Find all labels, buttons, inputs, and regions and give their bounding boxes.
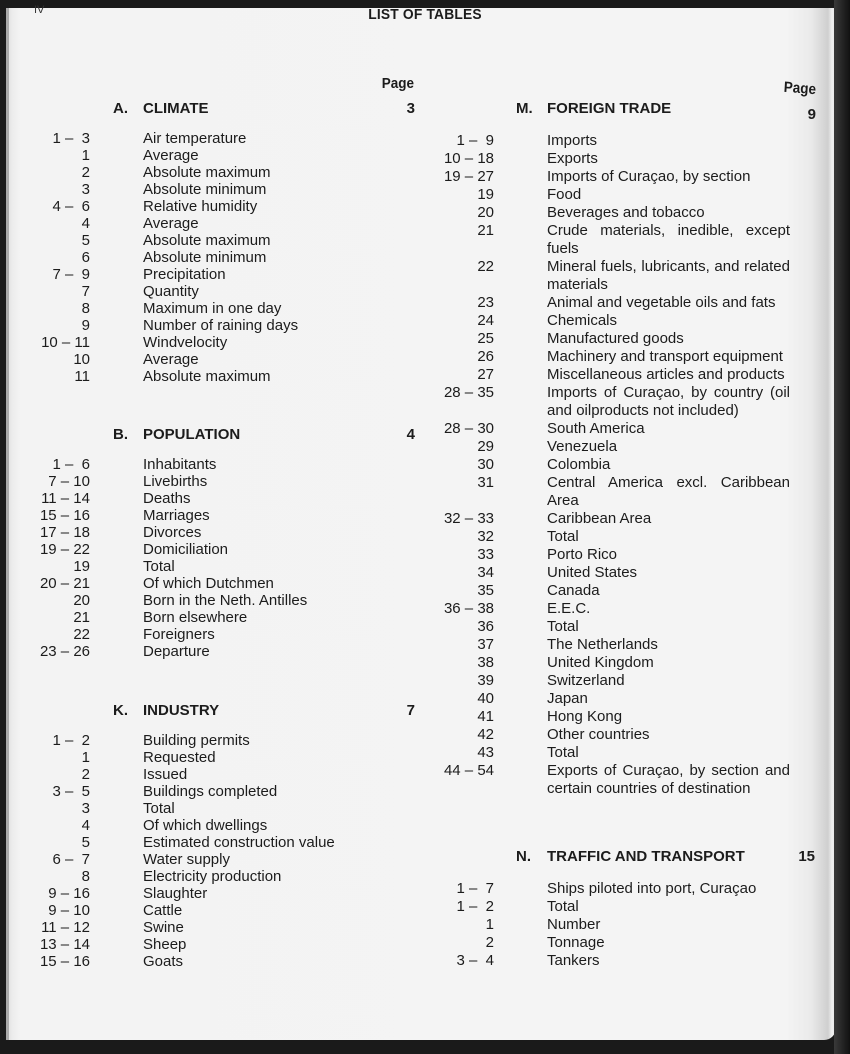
list-item [30, 266, 393, 283]
table-number: 39 [477, 672, 494, 689]
table-number: 13 – 14 [39, 936, 90, 953]
list-item [30, 232, 393, 249]
table-number: 6 [81, 249, 90, 266]
table-number: 19 – 27 [443, 168, 494, 185]
table-description: Absolute maximum [143, 368, 271, 385]
list-item [434, 654, 790, 672]
table-number: 5 [81, 834, 90, 851]
table-description: Average [143, 215, 199, 232]
list-item [434, 132, 790, 150]
list-item [30, 749, 393, 766]
list-item [30, 592, 393, 609]
table-number: 4 [81, 817, 90, 834]
table-description: Foreigners [143, 626, 215, 643]
table-description: South America [547, 420, 645, 437]
table-number: 7 – 9 [52, 266, 90, 283]
list-item [30, 817, 393, 834]
list-item [30, 283, 393, 300]
table-description: Exports [547, 150, 598, 167]
table-number: 27 [477, 366, 494, 383]
table-description: Miscellaneous articles and products [547, 366, 785, 383]
list-item [434, 600, 790, 618]
table-number: 11 – 12 [41, 919, 90, 936]
section-letter: K. [113, 702, 128, 719]
list-item [434, 546, 790, 564]
list-item [434, 204, 790, 222]
table-description: Imports of Curaçao, by section [547, 168, 751, 185]
table-number: 17 – 18 [39, 524, 90, 541]
list-item [30, 783, 393, 800]
table-number: 15 – 16 [39, 507, 90, 524]
table-description: The Netherlands [547, 636, 658, 653]
list-item [434, 348, 790, 366]
table-number: 2 [81, 766, 90, 783]
section-title: INDUSTRY [143, 702, 220, 719]
list-item [30, 541, 393, 558]
table-description: Born in the Neth. Antilles [143, 592, 308, 609]
table-description: Canada [547, 582, 600, 599]
table-number: 10 – 18 [443, 150, 494, 167]
list-item [30, 473, 393, 490]
list-item [434, 384, 790, 420]
list-item [434, 672, 790, 690]
list-item [30, 507, 393, 524]
list-item [434, 636, 790, 654]
list-item [434, 898, 790, 916]
table-number: 6 – 7 [52, 851, 90, 868]
table-description: Central America excl. Caribbean Area [547, 474, 790, 509]
table-number: 8 [81, 868, 90, 885]
table-number: 22 [73, 626, 90, 643]
list-item [30, 130, 393, 147]
list-item [30, 147, 393, 164]
table-number: 44 – 54 [443, 762, 494, 779]
list-item [30, 919, 393, 936]
table-description: Tankers [547, 952, 600, 969]
list-item [30, 868, 393, 885]
list-item [434, 150, 790, 168]
table-description: Divorces [143, 524, 202, 541]
table-number: 11 [74, 368, 90, 385]
table-number: 4 – 6 [52, 198, 90, 215]
section-title: POPULATION [143, 426, 241, 443]
page-edge [6, 8, 9, 1040]
table-number: 1 – 2 [456, 898, 494, 915]
section-page-number: 15 [798, 848, 815, 865]
list-item [434, 168, 790, 186]
section-letter: A. [113, 100, 128, 117]
table-number: 5 [81, 232, 90, 249]
list-item [30, 851, 393, 868]
list-item [434, 312, 790, 330]
section-letter: B. [113, 426, 128, 443]
list-item [30, 317, 393, 334]
table-number: 38 [477, 654, 494, 671]
table-description: Chemicals [547, 312, 618, 329]
list-item [434, 222, 790, 258]
table-number: 15 – 16 [39, 953, 90, 970]
table-description: Caribbean Area [547, 510, 652, 527]
table-description: Average [143, 147, 199, 164]
table-number: 23 – 26 [39, 643, 90, 660]
table-description: Total [547, 528, 579, 545]
table-number: 28 – 30 [443, 420, 494, 437]
list-item [30, 609, 393, 626]
table-description: Marriages [143, 507, 210, 524]
table-number: 34 [477, 564, 494, 581]
table-number: 3 – 5 [52, 783, 90, 800]
table-number: 4 [81, 215, 90, 232]
table-description: Windvelocity [143, 334, 228, 351]
table-description: Air temperature [143, 130, 247, 147]
list-item [30, 766, 393, 783]
table-number: 37 [477, 636, 494, 653]
table-number: 3 [81, 181, 90, 198]
list-item [30, 334, 393, 351]
table-number: 3 – 4 [456, 952, 494, 969]
table-number: 19 [73, 558, 90, 575]
list-item [30, 181, 393, 198]
table-description: Absolute maximum [143, 232, 271, 249]
list-item [434, 438, 790, 456]
table-number: 10 [73, 351, 90, 368]
list-item [434, 186, 790, 204]
list-item [30, 885, 393, 902]
table-description: Absolute maximum [143, 164, 271, 181]
list-item [30, 626, 393, 643]
list-item [434, 258, 790, 294]
table-description: Average [143, 351, 199, 368]
table-description: Porto Rico [547, 546, 618, 563]
table-number: 23 [477, 294, 494, 311]
list-item [30, 300, 393, 317]
table-number: 7 [81, 283, 90, 300]
table-description: Deaths [143, 490, 191, 507]
table-description: Born elsewhere [143, 609, 248, 626]
table-number: 1 [485, 916, 494, 933]
table-description: Inhabitants [143, 456, 217, 473]
table-number: 21 [73, 609, 90, 626]
section-letter: M. [516, 100, 533, 117]
table-description: Water supply [143, 851, 230, 868]
table-description: Venezuela [547, 438, 618, 455]
table-description: Precipitation [143, 266, 226, 283]
table-description: Slaughter [143, 885, 208, 902]
section-title: FOREIGN TRADE [547, 100, 672, 117]
list-item [434, 420, 790, 438]
table-description: Number of raining days [143, 317, 299, 334]
table-description: Total [547, 898, 579, 915]
section-letter: N. [516, 848, 531, 865]
table-description: Absolute minimum [143, 249, 267, 266]
list-item [30, 351, 393, 368]
list-item [30, 558, 393, 575]
table-description: Total [143, 558, 175, 575]
table-description: Hong Kong [547, 708, 623, 725]
table-description: Japan [547, 690, 588, 707]
table-description: Maximum in one day [143, 300, 282, 317]
table-number: 33 [477, 546, 494, 563]
table-number: 22 [477, 258, 494, 275]
book-binding [834, 0, 850, 1054]
list-item [434, 366, 790, 384]
section-page-number: 7 [406, 702, 415, 719]
table-number: 11 – 14 [41, 490, 90, 507]
list-item [434, 726, 790, 744]
table-description: Total [547, 618, 579, 635]
page-column-label-left: Page [381, 75, 415, 92]
table-number: 31 [477, 474, 494, 491]
list-item [434, 952, 790, 970]
table-description: United States [547, 564, 638, 581]
table-number: 1 – 7 [456, 880, 494, 897]
table-number: 3 [81, 800, 90, 817]
list-item [434, 528, 790, 546]
table-number: 10 – 11 [41, 334, 90, 351]
table-number: 36 [477, 618, 494, 635]
table-description: Beverages and tobacco [547, 204, 705, 221]
table-description: Of which Dutchmen [143, 575, 274, 592]
table-description: Estimated construction value [143, 834, 335, 851]
table-description: Buildings completed [143, 783, 278, 800]
list-item [434, 744, 790, 762]
table-description: Ships piloted into port, Curaçao [547, 880, 757, 897]
table-number: 20 [477, 204, 494, 221]
section-title: CLIMATE [143, 100, 209, 117]
table-number: 20 [73, 592, 90, 609]
table-number: 20 – 21 [39, 575, 90, 592]
table-number: 2 [81, 164, 90, 181]
table-description: Requested [143, 749, 216, 766]
list-item [30, 215, 393, 232]
table-number: 30 [477, 456, 494, 473]
list-item [434, 880, 790, 898]
table-number: 36 – 38 [443, 600, 494, 617]
section-title: TRAFFIC AND TRANSPORT [547, 848, 745, 865]
list-item [30, 524, 393, 541]
table-description: Building permits [143, 732, 250, 749]
table-description: Quantity [143, 283, 199, 300]
list-item [30, 902, 393, 919]
list-item [30, 800, 393, 817]
list-item [30, 368, 393, 385]
table-description: Switzerland [547, 672, 625, 689]
list-item [434, 618, 790, 636]
list-item [434, 330, 790, 348]
table-description: United Kingdom [547, 654, 654, 671]
table-description: Electricity production [143, 868, 282, 885]
table-description: Livebirths [143, 473, 208, 490]
table-number: 1 – 2 [52, 732, 90, 749]
table-number: 1 [81, 147, 90, 164]
table-number: 9 – 10 [48, 902, 90, 919]
list-item [30, 198, 393, 215]
list-item [30, 490, 393, 507]
table-number: 32 – 33 [443, 510, 494, 527]
table-description: Of which dwellings [143, 817, 268, 834]
list-item [30, 164, 393, 181]
table-description: Exports of Curaçao, by section and certain countries of destination [547, 762, 790, 797]
list-item [30, 834, 393, 851]
page-folio: IV [34, 4, 45, 16]
list-item [30, 575, 393, 592]
page-title: LIST OF TABLES [368, 6, 482, 23]
table-description: Sheep [143, 936, 187, 953]
table-number: 8 [81, 300, 90, 317]
table-description: Animal and vegetable oils and fats [547, 294, 776, 311]
list-item [30, 456, 393, 473]
list-item [30, 643, 393, 660]
table-description: Other countries [547, 726, 650, 743]
table-number: 19 – 22 [39, 541, 90, 558]
table-description: Imports of Curaçao, by country (oil and oilproducts not included) [547, 384, 790, 419]
table-number: 7 – 10 [48, 473, 90, 490]
list-item [434, 690, 790, 708]
list-item [434, 916, 790, 934]
table-description: Total [547, 744, 579, 761]
list-item [434, 474, 790, 510]
list-item [434, 564, 790, 582]
list-item [434, 510, 790, 528]
table-number: 43 [477, 744, 494, 761]
table-number: 21 [477, 222, 494, 239]
section-page-number: 3 [406, 100, 415, 117]
page-column-label-right: Page [783, 78, 817, 99]
table-description: Relative humidity [143, 198, 258, 215]
table-number: 9 – 16 [48, 885, 90, 902]
table-number: 1 – 6 [52, 456, 90, 473]
table-number: 19 [477, 186, 494, 203]
table-description: Colombia [547, 456, 611, 473]
table-description: Domiciliation [143, 541, 229, 558]
section-page-number: 4 [406, 426, 415, 443]
table-description: Tonnage [547, 934, 605, 951]
table-number: 25 [477, 330, 494, 347]
table-description: Issued [143, 766, 188, 783]
table-description: Departure [143, 643, 210, 660]
list-item [434, 456, 790, 474]
table-description: Manufactured goods [547, 330, 684, 347]
table-number: 1 [81, 749, 90, 766]
table-description: Swine [143, 919, 184, 936]
table-number: 29 [477, 438, 494, 455]
table-number: 28 – 35 [443, 384, 494, 401]
table-description: Crude materials, inedible, except fuels [547, 222, 790, 257]
table-number: 9 [81, 317, 90, 334]
table-description: Cattle [143, 902, 183, 919]
table-number: 41 [477, 708, 494, 725]
table-number: 40 [477, 690, 494, 707]
list-item [30, 249, 393, 266]
table-description: Number [547, 916, 601, 933]
table-description: Mineral fuels, lubricants, and related materials [547, 258, 790, 293]
table-number: 24 [477, 312, 494, 329]
section-page-number: 9 [807, 106, 816, 123]
list-item [434, 762, 790, 798]
list-item [30, 732, 393, 749]
table-number: 1 – 9 [456, 132, 494, 149]
table-number: 42 [477, 726, 494, 743]
table-description: Imports [547, 132, 598, 149]
list-item [434, 294, 790, 312]
table-description: Absolute minimum [143, 181, 267, 198]
table-description: Goats [143, 953, 184, 970]
table-number: 1 – 3 [52, 130, 90, 147]
table-number: 32 [477, 528, 494, 545]
list-item [30, 936, 393, 953]
list-item [434, 708, 790, 726]
table-number: 35 [477, 582, 494, 599]
table-description: Total [143, 800, 175, 817]
table-description: E.E.C. [547, 600, 591, 617]
table-description: Food [547, 186, 582, 203]
table-description: Machinery and transport equipment [547, 348, 783, 365]
list-item [434, 934, 790, 952]
table-number: 26 [477, 348, 494, 365]
table-number: 2 [485, 934, 494, 951]
list-item [30, 953, 393, 970]
list-item [434, 582, 790, 600]
